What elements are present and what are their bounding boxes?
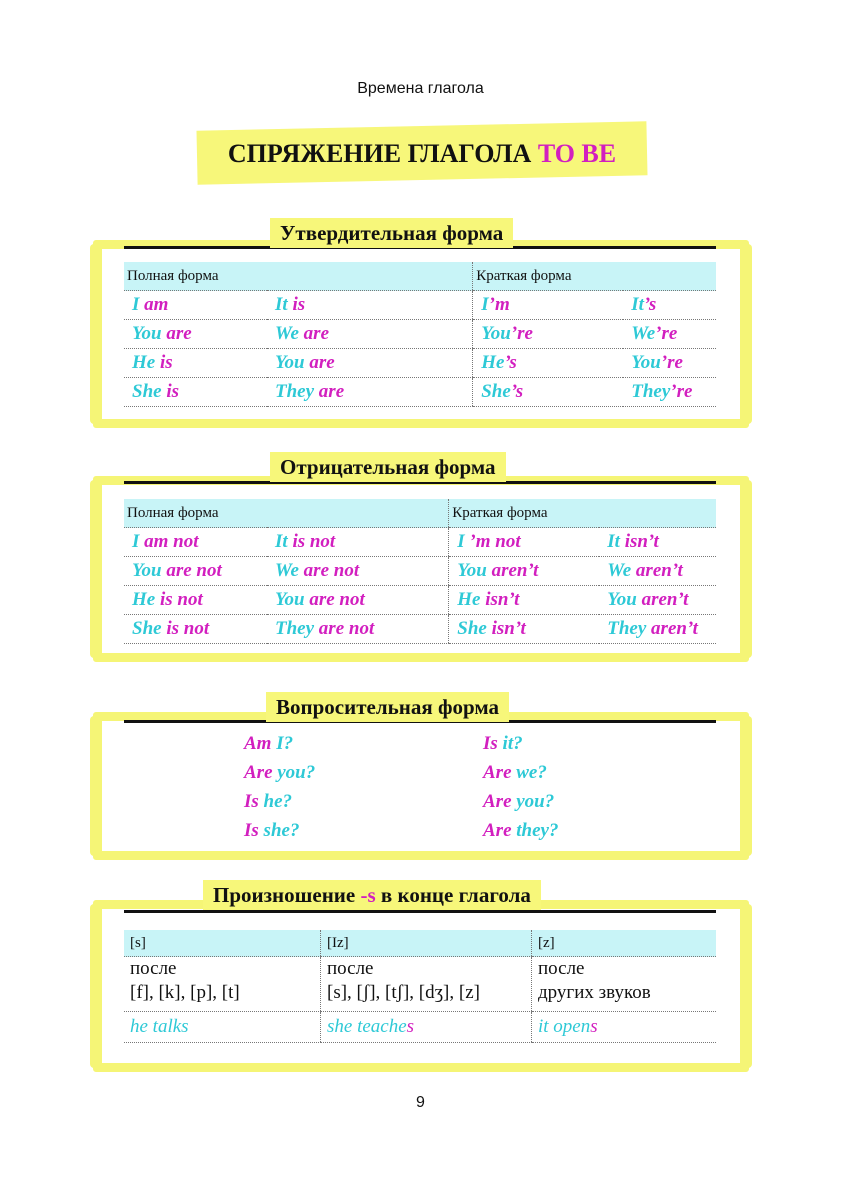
conjugation-cell xyxy=(449,528,600,557)
sound-list: [s], [ʃ], [tʃ], [dʒ], [z] xyxy=(327,982,480,1003)
conjugation-cell xyxy=(267,557,449,586)
pronunciation-heading-post: в конце глагола xyxy=(375,883,531,907)
question-item xyxy=(483,762,547,784)
example-base: it open xyxy=(538,1016,591,1037)
question-item xyxy=(483,791,554,813)
verb-form: are not xyxy=(309,589,365,610)
full-form-label: Полная форма xyxy=(124,499,449,528)
verb-form: aren’t xyxy=(491,560,539,581)
pronoun: He xyxy=(132,589,160,610)
conjugation-cell xyxy=(124,528,267,557)
verb-form: ’re xyxy=(660,352,683,373)
verb-form: is not xyxy=(166,618,210,639)
question-verb: Is xyxy=(244,791,264,812)
conjugation-cell xyxy=(124,349,267,378)
question-item xyxy=(244,791,292,813)
verb-form: ’s xyxy=(504,352,517,373)
question-pronoun: I? xyxy=(276,733,294,754)
verb-form: is xyxy=(166,381,180,402)
pronoun: We xyxy=(631,323,656,344)
conjugation-cell xyxy=(267,349,473,378)
sound-list: [f], [k], [p], [t] xyxy=(130,982,240,1003)
table-row xyxy=(124,586,716,615)
conjugation-cell xyxy=(473,291,624,320)
pronunciation-heading-pre: Произношение xyxy=(213,883,361,907)
verb-form: are xyxy=(309,352,335,373)
sound-iz: [Iz] xyxy=(321,930,532,957)
question-verb: Am xyxy=(244,733,277,754)
verb-form: isn’t xyxy=(624,531,659,552)
verb-form: ’s xyxy=(643,294,657,315)
verb-form: ’s xyxy=(510,381,524,402)
verb-form: ’re xyxy=(510,323,533,344)
question-pronoun: they? xyxy=(516,820,559,841)
conjugation-cell xyxy=(623,378,716,407)
interrogative-heading: Вопросительная форма xyxy=(266,692,509,722)
conjugation-cell xyxy=(124,557,267,586)
pronoun: I xyxy=(481,294,489,315)
verb-form: aren’t xyxy=(651,618,698,639)
negative-heading: Отрицательная форма xyxy=(270,452,506,482)
conjugation-cell xyxy=(473,320,624,349)
table-row xyxy=(124,291,716,320)
pronoun: He xyxy=(457,589,486,610)
verb-form: are xyxy=(303,323,329,344)
conjugation-cell xyxy=(623,320,716,349)
pronoun: She xyxy=(457,618,492,639)
conjugation-cell xyxy=(449,586,600,615)
rule-cell-s xyxy=(124,957,321,1012)
verb-form: am xyxy=(144,294,169,315)
verb-form: are not xyxy=(166,560,222,581)
pronoun: She xyxy=(132,618,167,639)
pronunciation-heading xyxy=(203,880,541,910)
conjugation-cell xyxy=(124,320,267,349)
sound-s: [s] xyxy=(124,930,321,957)
conjugation-cell xyxy=(623,349,716,378)
example-iz xyxy=(321,1012,532,1043)
verb-form: is not xyxy=(292,531,336,552)
verb-form: isn’t xyxy=(485,589,520,610)
pronoun: We xyxy=(275,560,304,581)
example-base: he talks xyxy=(130,1016,189,1037)
interrogative-frame xyxy=(93,712,749,860)
verb-form: ’m not xyxy=(469,531,521,552)
conjugation-cell xyxy=(124,586,267,615)
sound-z: [z] xyxy=(532,930,717,957)
pronoun: They xyxy=(275,381,319,402)
conjugation-cell xyxy=(623,291,716,320)
verb-form: are not xyxy=(303,560,360,581)
table-row xyxy=(124,378,716,407)
pronoun: You xyxy=(132,560,167,581)
pronoun: You xyxy=(631,352,661,373)
pronoun: We xyxy=(607,560,636,581)
conjugation-cell xyxy=(124,615,267,644)
conjugation-cell xyxy=(267,291,473,320)
verb-form: are not xyxy=(318,618,375,639)
pronoun: We xyxy=(275,323,304,344)
conjugation-cell xyxy=(124,378,267,407)
full-form-label: Полная форма xyxy=(124,262,473,291)
pronoun: They xyxy=(607,618,652,639)
verb-form: am not xyxy=(144,531,199,552)
pronoun: You xyxy=(457,560,492,581)
pronoun: You xyxy=(607,589,642,610)
negative-table xyxy=(124,499,716,644)
conjugation-cell xyxy=(599,586,716,615)
short-form-label: Краткая форма xyxy=(473,262,716,291)
conjugation-cell xyxy=(449,615,600,644)
verb-form: aren’t xyxy=(641,589,689,610)
rule-cell-iz xyxy=(321,957,532,1012)
pronunciation-table xyxy=(124,930,716,1043)
pronoun: You xyxy=(275,589,310,610)
verb-form: is not xyxy=(159,589,203,610)
question-pronoun: we? xyxy=(516,762,547,783)
example-ending: s xyxy=(406,1016,415,1037)
conjugation-cell xyxy=(473,349,624,378)
pronoun: I xyxy=(457,531,470,552)
after-label: после xyxy=(130,958,177,979)
pronoun: They xyxy=(631,381,671,402)
affirmative-heading: Утвердительная форма xyxy=(270,218,513,248)
question-pronoun: you? xyxy=(277,762,316,783)
pronunciation-rule xyxy=(124,910,716,913)
rule-cell-z xyxy=(532,957,717,1012)
pronoun: They xyxy=(275,618,319,639)
example-base: she teache xyxy=(327,1016,407,1037)
question-pronoun: you? xyxy=(516,791,555,812)
question-pronoun: she? xyxy=(263,820,300,841)
table-row xyxy=(124,320,716,349)
page-title xyxy=(197,139,647,169)
conjugation-cell xyxy=(267,528,449,557)
pronoun: He xyxy=(132,352,160,373)
question-verb: Are xyxy=(483,820,517,841)
question-item xyxy=(244,762,315,784)
question-item xyxy=(483,733,523,755)
pronoun: She xyxy=(481,381,511,402)
question-pronoun: he? xyxy=(263,791,293,812)
table-row xyxy=(124,528,716,557)
short-form-label: Краткая форма xyxy=(449,499,716,528)
pronoun: You xyxy=(132,323,167,344)
running-head: Времена глагола xyxy=(357,80,484,97)
conjugation-cell xyxy=(599,528,716,557)
question-pronoun: it? xyxy=(502,733,523,754)
table-row xyxy=(124,349,716,378)
table-row xyxy=(124,557,716,586)
verb-form: isn’t xyxy=(491,618,526,639)
pronoun: I xyxy=(132,294,145,315)
verb-form: is xyxy=(292,294,306,315)
example-s xyxy=(124,1012,321,1043)
question-verb: Is xyxy=(483,733,503,754)
title-main: СПРЯЖЕНИЕ ГЛАГОЛА xyxy=(227,139,538,168)
sound-list: других звуков xyxy=(538,982,651,1003)
conjugation-cell xyxy=(267,320,473,349)
verb-form: are xyxy=(166,323,192,344)
question-item xyxy=(244,733,293,755)
pronoun: It xyxy=(275,531,293,552)
page-number: 9 xyxy=(416,1094,425,1111)
question-verb: Is xyxy=(244,820,264,841)
example-ending: s xyxy=(590,1016,598,1037)
verb-form: are xyxy=(318,381,345,402)
after-label: после xyxy=(327,958,374,979)
conjugation-cell xyxy=(473,378,624,407)
conjugation-cell xyxy=(267,378,473,407)
after-label: после xyxy=(538,958,585,979)
pronoun: You xyxy=(481,323,511,344)
pronoun: It xyxy=(275,294,293,315)
conjugation-cell xyxy=(599,557,716,586)
question-item xyxy=(244,820,299,842)
conjugation-cell xyxy=(599,615,716,644)
verb-form: ’m xyxy=(488,294,510,315)
verb-form: is xyxy=(159,352,173,373)
question-item xyxy=(483,820,558,842)
verb-form: ’re xyxy=(670,381,693,402)
conjugation-cell xyxy=(449,557,600,586)
verb-form: ’re xyxy=(655,323,678,344)
pronoun: He xyxy=(481,352,505,373)
conjugation-cell xyxy=(267,615,449,644)
affirmative-table xyxy=(124,262,716,407)
title-accent: TO BE xyxy=(537,139,617,168)
pronoun: I xyxy=(132,531,145,552)
conjugation-cell xyxy=(267,586,449,615)
question-verb: Are xyxy=(483,791,517,812)
question-verb: Are xyxy=(244,762,278,783)
example-z xyxy=(532,1012,717,1043)
pronoun: She xyxy=(132,381,167,402)
table-row xyxy=(124,615,716,644)
verb-form: aren’t xyxy=(635,560,683,581)
conjugation-cell xyxy=(124,291,267,320)
pronoun: It xyxy=(607,531,625,552)
pronoun: It xyxy=(631,294,644,315)
pronoun: You xyxy=(275,352,310,373)
pronunciation-heading-accent: -s xyxy=(360,883,376,907)
question-verb: Are xyxy=(483,762,517,783)
